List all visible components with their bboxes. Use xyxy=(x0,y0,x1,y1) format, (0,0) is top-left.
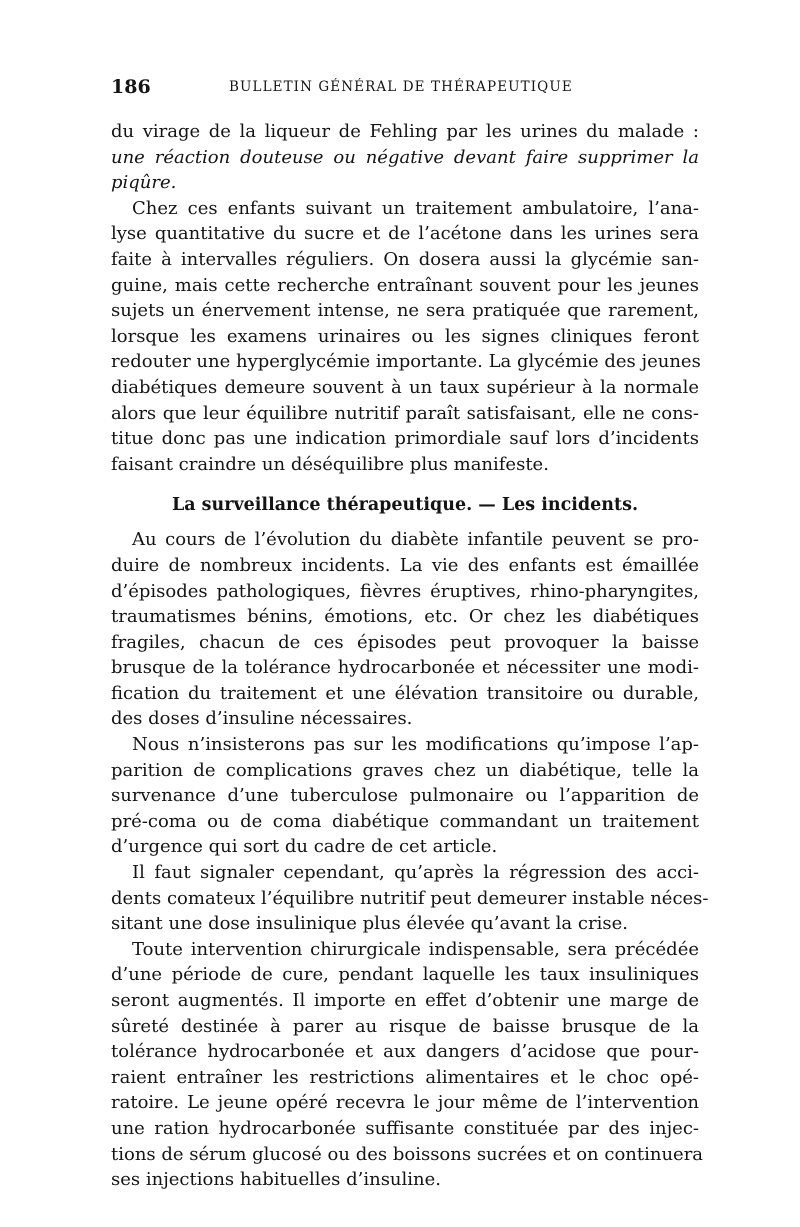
text-line: redouter une hyperglycémie importante. La glycémie des jeunes xyxy=(111,351,701,373)
body-text xyxy=(111,119,709,1193)
text-line: sitant une dose insulinique plus élevée qu’avant la crise. xyxy=(111,913,628,935)
text-line: fragiles, chacun de ces épisodes peut provoquer la baisse xyxy=(111,631,699,653)
text-line: Chez ces enfants suivant un traitement ambulatoire, l’ana- xyxy=(132,197,699,219)
text-line: Toute intervention chirurgicale indispensable, sera précédée xyxy=(132,938,699,960)
text-line: faite à intervalles réguliers. On dosera aussi la glycémie san- xyxy=(111,248,699,270)
text-line: sûreté destinée à parer au risque de baisse brusque de la xyxy=(111,1015,699,1037)
text-line: raient entraîner les restrictions alimentaires et le choc opé- xyxy=(111,1066,699,1088)
text-line: des doses d’insuline nécessaires. xyxy=(111,708,413,730)
text-line: dents comateux l’équilibre nutritif peut demeurer instable néces- xyxy=(111,887,709,909)
text-line: tions de sérum glucosé ou des boissons sucrées et on continuera xyxy=(111,1143,704,1165)
text-line: faisant craindre un déséquilibre plus manifeste. xyxy=(111,453,549,475)
text-line: piqûre. xyxy=(111,172,177,194)
text-line: alors que leur équilibre nutritif paraît satisfaisant, elle ne cons- xyxy=(111,402,699,424)
text-line: brusque de la tolérance hydrocarbonée et nécessiter une modi- xyxy=(111,657,699,679)
running-title: BULLETIN GÉNÉRAL DE THÉRAPEUTIQUE xyxy=(229,79,573,95)
text-line: d’une période de cure, pendant laquelle les taux insuliniques xyxy=(111,964,699,986)
text-line: tolérance hydrocarbonée et aux dangers d’acidose que pour- xyxy=(111,1041,699,1063)
text-line: d’épisodes pathologiques, fièvres éruptives, rhino-pharyngites, xyxy=(111,580,699,602)
text-line: lorsque les examens urinaires ou les signes cliniques feront xyxy=(111,325,699,347)
text-line: Il faut signaler cependant, qu’après la régression des acci- xyxy=(132,862,699,884)
text-line: Au cours de l’évolution du diabète infantile peuvent se pro- xyxy=(132,529,699,551)
text-line: du virage de la liqueur de Fehling par les urines du malade : xyxy=(111,121,699,142)
page-number: 186 xyxy=(111,76,151,98)
text-line: fication du traitement et une élévation transitoire ou durable, xyxy=(111,682,699,704)
text-line: titue donc pas une indication primordiale sauf lors d’incidents xyxy=(111,428,699,450)
text-line: sujets un énervement intense, ne sera pratiquée que rarement, xyxy=(111,300,699,322)
text-line: ses injections habituelles d’insuline. xyxy=(111,1169,442,1191)
text-line: diabétiques demeure souvent à un taux supérieur à la normale xyxy=(111,376,699,398)
text-line: parition de complications graves chez un diabétique, telle la xyxy=(111,759,699,781)
text-line: survenance d’une tuberculose pulmonaire ou l’apparition de xyxy=(111,785,699,807)
text-line: Nous n’insisterons pas sur les modifications qu’impose l’ap- xyxy=(132,734,699,756)
text-line: pré-coma ou de coma diabétique commandant un traitement xyxy=(111,810,699,832)
text-line: une réaction douteuse ou négative devant faire supprimer la xyxy=(111,146,699,168)
text-line: ratoire. Le jeune opéré recevra le jour même de l’intervention xyxy=(111,1092,699,1114)
section-heading: La surveillance thérapeutique. — Les incidents. xyxy=(171,495,639,516)
text-line: lyse quantitative du sucre et de l’acétone dans les urines sera xyxy=(111,223,699,245)
text-line: duire de nombreux incidents. La vie des enfants est émaillée xyxy=(111,554,699,576)
text-line: guine, mais cette recherche entraînant souvent pour les jeunes xyxy=(111,274,699,296)
running-header xyxy=(111,74,699,100)
text-line: d’urgence qui sort du cadre de cet article. xyxy=(111,836,498,858)
text-line: seront augmentés. Il importe en effet d’obtenir une marge de xyxy=(111,990,699,1011)
text-line: traumatismes bénins, émotions, etc. Or chez les diabétiques xyxy=(111,606,699,628)
text-line: une ration hydrocarbonée suffisante constituée par des injec- xyxy=(111,1117,699,1139)
